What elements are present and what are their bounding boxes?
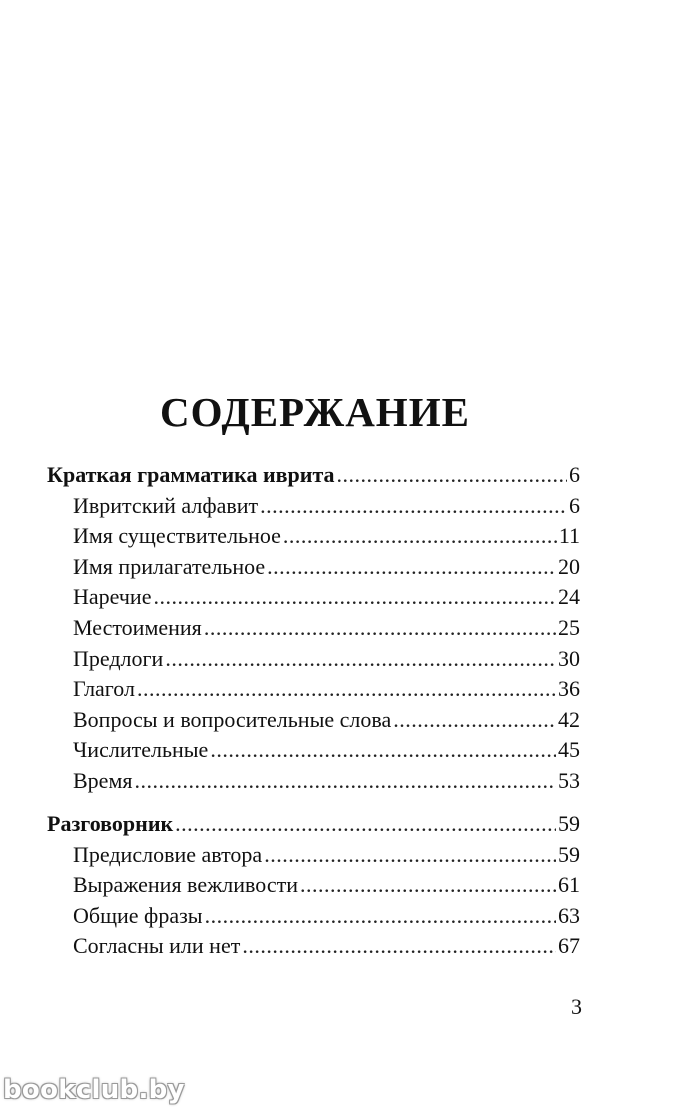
toc-section-title: Разговорник xyxy=(47,811,174,836)
toc-entry xyxy=(47,735,580,766)
dot-leader xyxy=(204,613,556,644)
toc-entry xyxy=(47,766,580,797)
toc-entry-label: Глагол xyxy=(73,676,135,702)
toc-section-heading xyxy=(47,460,580,491)
toc-entry-page: 67 xyxy=(558,933,580,959)
toc-entry-page: 30 xyxy=(558,645,580,671)
dot-leader xyxy=(165,644,556,675)
toc-entry-page: 42 xyxy=(558,706,580,732)
dot-leader xyxy=(134,766,556,797)
toc-page-number: 6 xyxy=(569,462,580,487)
toc-entry xyxy=(47,552,580,583)
toc-section-phrasebook xyxy=(47,809,580,962)
toc-entry-page: 36 xyxy=(558,676,580,702)
toc-entry xyxy=(47,931,580,962)
toc-section-title: Краткая грамматика иврита xyxy=(47,462,335,487)
dot-leader xyxy=(264,840,556,871)
toc-entry-page: 53 xyxy=(558,767,580,793)
toc-entry-page: 20 xyxy=(558,553,580,579)
toc-section-grammar xyxy=(47,460,580,797)
dot-leader xyxy=(300,870,556,901)
toc-entry-label: Наречие xyxy=(73,584,152,610)
toc-entry-label: Время xyxy=(73,767,133,793)
toc-entry-page: 45 xyxy=(558,737,580,763)
toc-entry xyxy=(47,840,580,871)
toc-entry-label: Предисловие автора xyxy=(73,841,263,867)
toc-entry-page: 6 xyxy=(569,492,580,518)
toc-page-number: 59 xyxy=(558,811,580,836)
dot-leader xyxy=(267,552,556,583)
dot-leader xyxy=(337,460,567,491)
toc-entry-label: Числительные xyxy=(73,737,209,763)
toc-entry-page: 61 xyxy=(558,872,580,898)
page-number: 3 xyxy=(571,994,582,1019)
toc-entry-label: Имя существительное xyxy=(73,523,281,549)
dot-leader xyxy=(210,735,556,766)
toc-entry xyxy=(47,491,580,522)
toc-entry-page: 63 xyxy=(558,902,580,928)
toc-entry-label: Выражения вежливости xyxy=(73,872,298,898)
dot-leader xyxy=(260,491,567,522)
dot-leader xyxy=(283,521,557,552)
toc-entry-label: Имя прилагательное xyxy=(73,553,266,579)
toc-entry xyxy=(47,901,580,932)
toc-entry-label: Предлоги xyxy=(73,645,164,671)
toc-entry xyxy=(47,705,580,736)
toc-entry xyxy=(47,613,580,644)
toc-entry xyxy=(47,674,580,705)
toc-entry-label: Местоимения xyxy=(73,614,202,640)
toc-entry xyxy=(47,521,580,552)
toc-entry-page: 25 xyxy=(558,614,580,640)
toc-entry-label: Общие фразы xyxy=(73,902,203,928)
dot-leader xyxy=(242,931,556,962)
page-title: СОДЕРЖАНИЕ xyxy=(160,389,470,435)
toc-entry-label: Согласны или нет xyxy=(73,933,241,959)
toc-entry-label: Вопросы и вопросительные слова xyxy=(73,706,392,732)
dot-leader xyxy=(393,705,556,736)
toc-entry-page: 11 xyxy=(558,523,580,549)
toc-entry-page: 24 xyxy=(558,584,580,610)
watermark: bookclub.by xyxy=(3,1075,185,1105)
dot-leader xyxy=(175,809,556,840)
toc-entry xyxy=(47,644,580,675)
toc-entry-label: Ивритский алфавит xyxy=(73,492,259,518)
toc-entry xyxy=(47,870,580,901)
dot-leader xyxy=(137,674,556,705)
toc-entry xyxy=(47,582,580,613)
toc-section-heading xyxy=(47,809,580,840)
dot-leader xyxy=(205,901,556,932)
dot-leader xyxy=(153,582,556,613)
toc-entry-page: 59 xyxy=(558,841,580,867)
